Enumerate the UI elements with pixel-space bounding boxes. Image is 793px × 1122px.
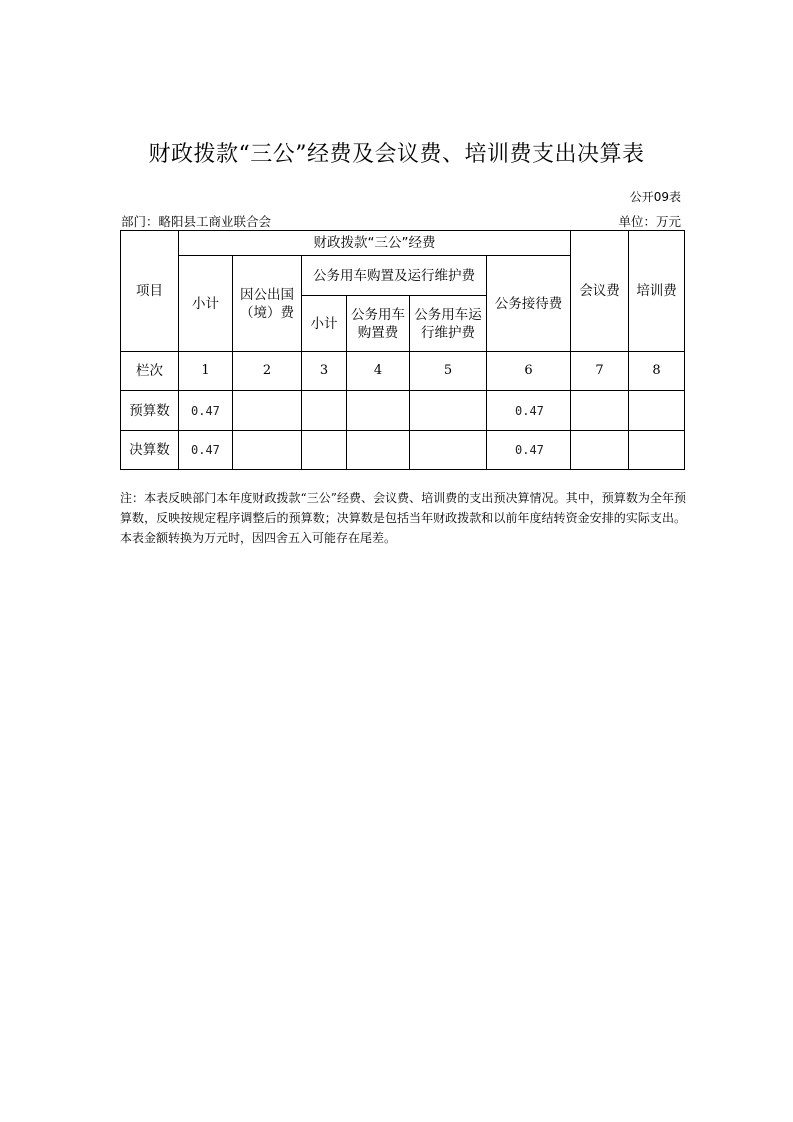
header-reception: 公务接待费 — [487, 256, 571, 352]
table-cell — [410, 391, 487, 431]
row-label: 栏次 — [121, 352, 179, 391]
header-meeting: 会议费 — [571, 231, 629, 352]
table-cell — [302, 431, 347, 470]
table-cell: 7 — [571, 352, 629, 391]
table-cell — [347, 391, 410, 431]
table-cell: 0.47 — [179, 431, 233, 470]
row-label: 决算数 — [121, 431, 179, 470]
table-cell: 0.47 — [179, 391, 233, 431]
table-cell: 0.47 — [487, 391, 571, 431]
table-number: 公开09表 — [629, 190, 681, 204]
table-cell: 4 — [347, 352, 410, 391]
table-cell — [571, 431, 629, 470]
table-cell — [629, 431, 685, 470]
table-cell: 8 — [629, 352, 685, 391]
header-vehicle-operation: 公务用车运行维护费 — [410, 296, 487, 352]
table-cell: 0.47 — [487, 431, 571, 470]
header-vehicle-purchase: 公务用车购置费 — [347, 296, 410, 352]
header-sangong-group: 财政拨款“三公”经费 — [179, 231, 571, 256]
footnote: 注：本表反映部门本年度财政拨款“三公”经费、会议费、培训费的支出预决算情况。其中，预算数为全年预算数，反映按规定程序调整后的预算数；决算数是包括当年财政拨款和以前年度结转资金安排的实际支出。本表金额转换为万元时，因四舍五入可能存在尾差。 — [120, 491, 686, 545]
table-cell — [347, 431, 410, 470]
table-cell — [233, 391, 302, 431]
table-cell — [629, 391, 685, 431]
table-row — [121, 352, 685, 391]
table-cell: 2 — [233, 352, 302, 391]
header-item: 项目 — [121, 231, 179, 352]
expenditure-table — [120, 230, 685, 470]
page-title: 财政拨款“三公”经费及会议费、培训费支出决算表 — [148, 142, 645, 167]
header-subtotal: 小计 — [179, 256, 233, 352]
header-vehicle-group: 公务用车购置及运行维护费 — [302, 256, 487, 296]
table-row — [121, 391, 685, 431]
header-abroad: 因公出国（境）费 — [233, 256, 302, 352]
table-cell — [571, 391, 629, 431]
table-cell — [410, 431, 487, 470]
department-label: 部门：略阳县工商业联合会 — [121, 214, 272, 229]
table-cell: 3 — [302, 352, 347, 391]
table-cell — [233, 431, 302, 470]
table-cell: 5 — [410, 352, 487, 391]
header-vehicle-subtotal: 小计 — [302, 296, 347, 352]
table-cell: 1 — [179, 352, 233, 391]
table-cell — [302, 391, 347, 431]
table-cell: 6 — [487, 352, 571, 391]
table-row — [121, 431, 685, 470]
unit-label: 单位：万元 — [618, 214, 681, 229]
row-label: 预算数 — [121, 391, 179, 431]
header-training: 培训费 — [629, 231, 685, 352]
